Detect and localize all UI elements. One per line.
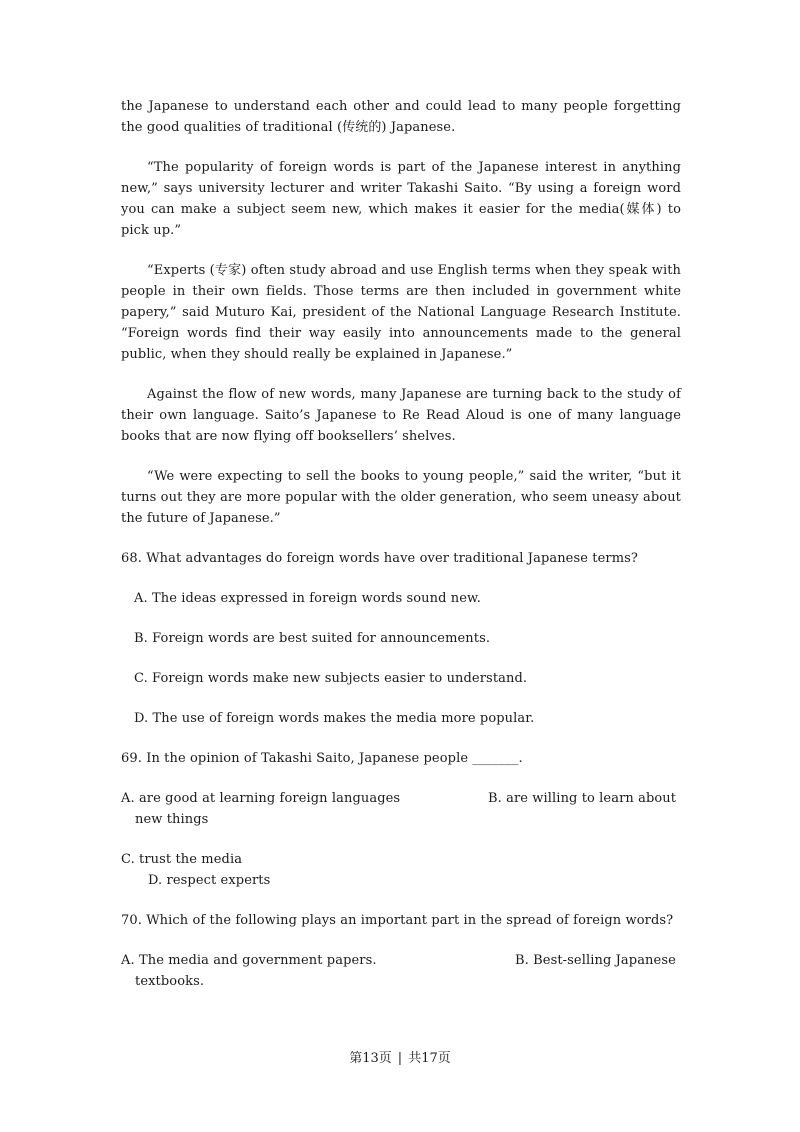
question-68-option-c: C. Foreign words make new subjects easier to understand. [134, 671, 528, 686]
passage-paragraph-3: Against the flow of new words, many Japanese are turning back to the study of their own language. Saito’s Japanese to Re Read Aloud is one of many language books that are now flying off booksellers’ shelves. [121, 387, 681, 444]
page-footer [0, 1047, 800, 1066]
footer-separator: | [397, 1051, 403, 1066]
question-69-options-row-1 [121, 788, 681, 809]
question-70-option-a: A. The media and government papers. [121, 953, 377, 968]
question-70-stem: 70. Which of the following plays an important part in the spread of foreign words? [121, 913, 674, 928]
question-69-option-b: B. are willing to learn about [488, 791, 677, 806]
question-69-option-a: A. are good at learning foreign languages [121, 791, 401, 806]
page-total: 共17页 [408, 1051, 451, 1066]
page-content [121, 96, 681, 1011]
question-68-stem: 68. What advantages do foreign words have over traditional Japanese terms? [121, 551, 638, 566]
passage-paragraph-2: “Experts (专家) often study abroad and use English terms when they speak with people in their own fields. Those terms are then included in government white papery,” said Muturo Kai, president of the National Language Research Institute. “Foreign words find their way easily into announcements made to the general public, when they should really be explained in Japanese.” [121, 263, 681, 362]
passage-paragraph-1: “The popularity of foreign words is part of the Japanese interest in anything new,” says university lecturer and writer Takashi Saito. “By using a foreign word you can make a subject seem new, which makes it easier for the media(媒体) to pick up.” [121, 160, 681, 238]
passage-paragraph-4: “We were expecting to sell the books to young people,” said the writer, “but it turns out they are more popular with the older generation, who seem uneasy about the future of Japanese.” [121, 469, 681, 526]
question-69-option-d: D. respect experts [148, 873, 271, 888]
question-69-option-b-continued: new things [135, 812, 209, 827]
question-69-stem: 69. In the opinion of Takashi Saito, Japanese people _______. [121, 751, 523, 766]
question-68-option-b: B. Foreign words are best suited for announcements. [134, 631, 491, 646]
question-70-option-b: B. Best-selling Japanese [515, 953, 676, 968]
question-69-option-c: C. trust the media [121, 852, 243, 867]
passage-paragraph-0: the Japanese to understand each other and could lead to many people forgetting the good qualities of traditional (传统的) Japanese. [121, 99, 681, 135]
question-68-option-d: D. The use of foreign words makes the media more popular. [134, 711, 535, 726]
question-70-option-b-continued: textbooks. [135, 974, 205, 989]
page-number: 第13页 [349, 1051, 392, 1066]
question-70-options-row-1 [121, 950, 681, 971]
question-68-option-a: A. The ideas expressed in foreign words sound new. [134, 591, 481, 606]
question-69-options-row-2 [121, 849, 681, 891]
